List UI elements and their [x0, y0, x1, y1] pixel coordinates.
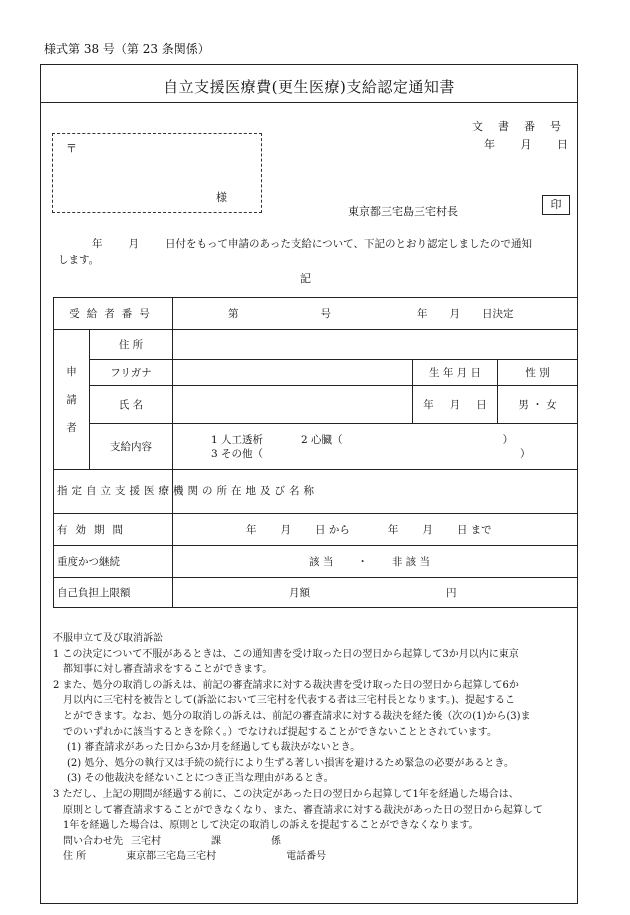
seal-mark: 印: [542, 195, 570, 215]
row-severe: [54, 546, 578, 578]
birthdate-label: 生 年 月 日: [413, 360, 498, 386]
notes-line-1: 1 この決定について不服があるときは、この通知書を受け取った日の翌日から起算して3か月以内に東京: [53, 648, 519, 660]
contact-ka: 課: [211, 835, 221, 847]
benefit-label: 支給内容: [90, 424, 173, 470]
birthdate-value: [413, 386, 498, 424]
intro-month: 月: [128, 238, 139, 250]
intro-line-1: [58, 236, 532, 251]
validity-from-month: 月: [280, 524, 291, 536]
go-text: 号: [320, 308, 331, 320]
birth-year: 年: [423, 399, 434, 411]
ki-heading: 記: [300, 272, 311, 285]
row-benefit: [54, 424, 578, 470]
title-divider: [40, 102, 578, 103]
name-label: 氏 名: [90, 386, 173, 424]
severe-label: 重度かつ継続: [54, 546, 173, 578]
contact-village: 三宅村: [131, 835, 161, 847]
decision-month: 月: [449, 308, 460, 320]
applicant-char-1: 申: [66, 365, 77, 378]
benefit-line-2: [211, 447, 574, 461]
benefit-dialysis: 1 人工透析: [211, 433, 264, 446]
validity-to-day: 日 まで: [456, 524, 492, 536]
validity-from-year: 年: [246, 524, 257, 536]
intro-line-2: します。: [58, 254, 100, 266]
notes-line-12: 1年を経過した場合は、原則として決定の取消しの訴えを提起することができなくなります。: [63, 820, 479, 832]
contact-address-line: [53, 849, 577, 865]
notes-heading: 不服申立て及び取消訴訟: [53, 633, 163, 644]
applicant-char-2: 請: [66, 393, 77, 406]
applicant-label: [54, 330, 90, 470]
contact-address-label: 住 所: [63, 851, 87, 863]
benefit-paren-2: ）: [520, 447, 531, 460]
row-name: [54, 386, 578, 424]
name-value: [173, 386, 413, 424]
notes-line-8: (2) 処分、処分の執行又は手続の続行により生ずる著しい損害を避けるため緊急の必要があるとき。: [67, 757, 514, 769]
notes-line-4: 月以内に三宅村を被告として(訴訟において三宅村を代表する者は三宅村長となります。)、提起するこ: [63, 695, 516, 707]
document-title: 自立支援医療費(更生医療)支給認定通知書: [163, 78, 455, 96]
validity-value: [173, 514, 578, 546]
benefit-heart: 2 心臓（: [301, 433, 343, 446]
row-validity: [54, 514, 578, 546]
row-address: [54, 330, 578, 360]
birth-day: 日: [476, 399, 487, 411]
dai-text: 第: [228, 308, 239, 320]
birth-month: 月: [449, 399, 461, 411]
validity-from-day: 日 から: [315, 524, 350, 536]
benefit-other: 3 その他（: [211, 447, 264, 460]
severe-yes: 該 当: [309, 556, 334, 568]
benefit-line-1: [211, 433, 574, 447]
recipient-address-box: [52, 133, 262, 213]
address-value: [173, 330, 578, 360]
benefit-value: [173, 424, 578, 470]
document-number-label: 文書番号: [472, 120, 576, 133]
limit-value: [173, 578, 578, 608]
benefit-paren-1: ）: [502, 433, 514, 446]
notes-line-6: でのいずれかに該当するときを除く。）でなければ提起することができないこととされています。: [63, 726, 497, 738]
severe-separator: ・: [357, 556, 368, 568]
certification-table: [53, 297, 578, 608]
intro-text: 日付をもって申請のあった支給について、下記のとおり認定しましたので通知: [165, 238, 532, 250]
intro-year: 年: [92, 238, 103, 250]
contact-line: [53, 834, 577, 850]
furigana-value: [173, 360, 413, 386]
appeal-notes: [53, 631, 577, 865]
row-recipient-number: [54, 298, 578, 330]
decision-year: 年: [417, 308, 428, 320]
notes-line-7: (1) 審査請求があった日から3か月を経過しても裁決がないとき。: [67, 742, 361, 754]
row-facility: [54, 470, 578, 514]
limit-label: 自己負担上限額: [54, 578, 173, 608]
limit-monthly: 月額: [289, 587, 310, 599]
notes-line-9: (3) その他裁決を経ないことにつき正当な理由があるとき。: [67, 773, 334, 785]
contact-phone-label: 電話番号: [286, 851, 327, 863]
severe-value: [173, 546, 578, 578]
row-furigana: [54, 360, 578, 386]
issuer-name: 東京都三宅島三宅村長: [348, 205, 458, 218]
validity-to-year: 年: [387, 524, 399, 536]
gender-options: 男 ・ 女: [498, 386, 578, 424]
severe-no: 非 該 当: [391, 556, 431, 568]
furigana-label: フリガナ: [90, 360, 173, 386]
notes-line-3: 2 また、処分の取消しの訴えは、前記の審査請求に対する裁決書を受け取った日の翌日から起算して6か: [53, 679, 519, 691]
facility-label: 指定自立支援医療機関の所在地及び名称: [54, 470, 173, 514]
limit-yen: 円: [446, 587, 457, 599]
address-label: 住 所: [90, 330, 173, 360]
notes-line-11: 原則として審査請求することができなくなり、また、審査請求に対する裁決があった日の翌日から起算して: [63, 804, 543, 816]
notes-line-2: 都知事に対し審査請求をすることができます。: [63, 664, 273, 676]
recipient-number-value: [173, 298, 578, 330]
recipient-honorific: 様: [216, 191, 227, 204]
document-date-label: 年 月 日: [484, 138, 568, 151]
decision-day: 日決定: [482, 308, 514, 320]
recipient-number-label: 受給者番号: [54, 298, 173, 330]
contact-address-value: 東京都三宅島三宅村: [126, 851, 217, 863]
validity-to-month: 月: [422, 524, 433, 536]
contact-label: 問い合わせ先: [63, 835, 123, 847]
applicant-char-3: 者: [66, 421, 77, 434]
form-number: 様式第 38 号（第 23 条関係）: [44, 42, 210, 56]
validity-label: 有効期間: [54, 514, 173, 546]
contact-kakari: 係: [271, 835, 281, 847]
postal-mark: 〒: [66, 142, 77, 155]
notes-line-10: 3 ただし、上記の期間が経過する前に、この決定があった日の翌日から起算して1年を経過した場合は、: [53, 788, 519, 800]
gender-label: 性 別: [498, 360, 578, 386]
row-limit: [54, 578, 578, 608]
notes-line-5: とができます。なお、処分の取消しの訴えは、前記の審査請求に対する裁決を経た後（次の(1)から(3)ま: [63, 710, 531, 722]
